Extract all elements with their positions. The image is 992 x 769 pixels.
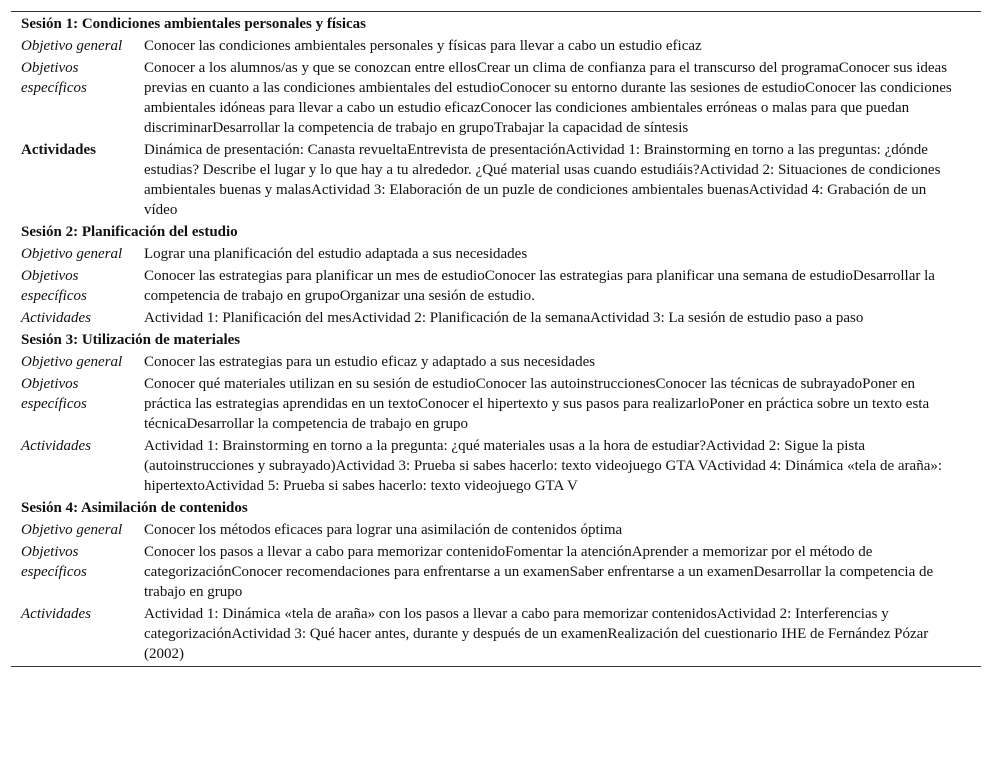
row-content: Conocer qué materiales utilizan en su sesión de estudioConocer las autoinstruccionesConocer las técnicas de subrayadoPoner en práctica las estrategias aprendidas en un textoConocer el hipertexto y sus pasos para realizarloPoner en práctica sobre un texto esta técnicaDesarrollar la competencia de trabajo en grupo xyxy=(144,376,930,432)
objectives-specific-row xyxy=(11,58,981,138)
activities-row xyxy=(11,308,981,328)
objective-general-row xyxy=(11,244,981,264)
row-content: Actividad 1: Dinámica «tela de araña» con los pasos a llevar a cabo para memorizar contenidosActividad 2: Interferencias y categorizaciónActividad 3: Qué hacer antes, durante y después de un examenRealización del cuestionario IHE de Fernández Pózar (2002) xyxy=(144,606,929,662)
row-label: Objetivos específicos xyxy=(21,544,87,580)
row-label: Actividades xyxy=(21,438,91,454)
objectives-specific-row xyxy=(11,374,981,434)
objectives-specific-row xyxy=(11,266,981,306)
session-title: Sesión 2: Planificación del estudio xyxy=(21,224,238,240)
objective-general-row xyxy=(11,352,981,372)
objective-general-row xyxy=(11,520,981,540)
row-content: Conocer las estrategias para un estudio eficaz y adaptado a sus necesidades xyxy=(144,354,596,370)
session-title: Sesión 3: Utilización de materiales xyxy=(21,332,241,348)
row-label: Actividades xyxy=(21,310,91,326)
activities-row xyxy=(11,604,981,666)
row-label: Objetivo general xyxy=(21,354,123,370)
row-label: Objetivos específicos xyxy=(21,60,87,96)
row-label: Objetivo general xyxy=(21,38,123,54)
session-title: Sesión 1: Condiciones ambientales personales y físicas xyxy=(21,16,367,32)
activities-row xyxy=(11,436,981,496)
session-title: Sesión 4: Asimilación de contenidos xyxy=(21,500,248,516)
row-content: Conocer los métodos eficaces para lograr una asimilación de contenidos óptima xyxy=(144,522,623,538)
row-content: Conocer las condiciones ambientales personales y físicas para llevar a cabo un estudio eficaz xyxy=(144,38,702,54)
row-label: Objetivo general xyxy=(21,246,123,262)
row-content: Conocer los pasos a llevar a cabo para memorizar contenidoFomentar la atenciónAprender a memorizar por el método de categorizaciónConocer recomendaciones para enfrentarse a un examenSaber enfrentarse a un examenDesarrollar la competencia de trabajo en grupo xyxy=(144,544,934,600)
row-content: Actividad 1: Planificación del mesActividad 2: Planificación de la semanaActividad 3: La sesión de estudio paso a paso xyxy=(144,310,864,326)
row-content: Conocer a los alumnos/as y que se conozcan entre ellosCrear un clima de confianza para el transcurso del programaConocer sus ideas previas en cuanto a las condiciones ambientales del estudioConocer su entorno durante las sesiones de estudioConocer las condiciones ambientales idóneas para llevar a cabo un estudio eficazConocer las condiciones ambientales erróneas o malas para que puedan discriminarDesarrollar la competencia de trabajo en grupoTrabajar la capacidad de síntesis xyxy=(144,60,952,136)
row-content: Actividad 1: Brainstorming en torno a la pregunta: ¿qué materiales usas a la hora de estudiar?Actividad 2: Sigue la pista (autoinstrucciones y subrayado)Actividad 3: Prueba si sabes hacerlo: texto videojuego GTA VActividad 4: Dinámica «tela de araña»: hipertextoActividad 5: Prueba si sabes hacerlo: texto videojuego GTA V xyxy=(144,438,943,494)
objective-general-row xyxy=(11,36,981,56)
row-content: Conocer las estrategias para planificar un mes de estudioConocer las estrategias para planificar una semana de estudioDesarrollar la competencia de trabajo en grupoOrganizar una sesión de estudio. xyxy=(144,268,935,304)
sessions-table xyxy=(11,11,981,667)
row-label: Objetivos específicos xyxy=(21,376,87,412)
row-label: Objetivo general xyxy=(21,522,123,538)
row-content: Dinámica de presentación: Canasta revueltaEntrevista de presentaciónActividad 1: Brainstorming en torno a las preguntas: ¿dónde estudias? Describe el lugar y lo que hay a tu alrededor. ¿Qué material usas cuando estudiáis?Actividad 2: Situaciones de condiciones ambientales buenas y malasActividad 3: Elaboración de un puzle de condiciones ambientales buenasActividad 4: Grabación de un vídeo xyxy=(144,142,941,218)
row-label: Actividades xyxy=(21,606,91,622)
row-content: Lograr una planificación del estudio adaptada a sus necesidades xyxy=(144,246,528,262)
row-label: Actividades xyxy=(21,142,96,158)
activities-row xyxy=(11,140,981,220)
row-label: Objetivos específicos xyxy=(21,268,87,304)
objectives-specific-row xyxy=(11,542,981,602)
